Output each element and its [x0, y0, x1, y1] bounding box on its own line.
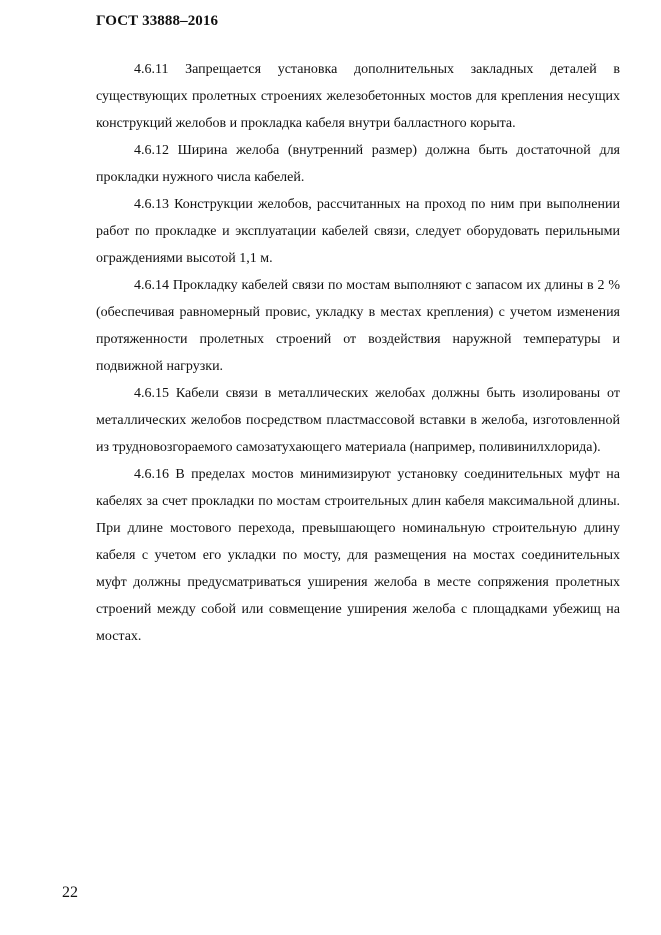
document-body — [96, 56, 620, 650]
paragraph-4-6-11: 4.6.11 Запрещается установка дополнительных закладных деталей в существующих пролетных строениях железобетонных мостов для крепления несущих конструкций желобов и прокладка кабеля внутри балластного корыта. — [96, 62, 620, 131]
paragraph-4-6-16: 4.6.16 В пределах мостов минимизируют установку соединительных муфт на кабелях за счет прокладки по мостам строительных длин кабеля максимальной длины. При длине мостового перехода, превышающего номинальную строительную длину кабеля с учетом его укладки по мосту, для размещения на мостах соединительных муфт должны предусматриваться уширения желоба в месте сопряжения пролетных строений между собой или совмещение уширения желоба с площадками убежищ на мостах. — [96, 467, 620, 644]
paragraph-4-6-12: 4.6.12 Ширина желоба (внутренний размер) должна быть достаточной для прокладки нужного числа кабелей. — [96, 143, 620, 185]
document-header: ГОСТ 33888–2016 — [96, 13, 219, 29]
paragraph-4-6-14: 4.6.14 Прокладку кабелей связи по мостам выполняют с запасом их длины в 2 % (обеспечивая равномерный провис, укладку в местах крепления) с учетом изменения протяженности пролетных строений от воздействия наружной температуры и подвижной нагрузки. — [96, 278, 620, 374]
paragraph-4-6-13: 4.6.13 Конструкции желобов, рассчитанных на проход по ним при выполнении работ по прокладке и эксплуатации кабелей связи, следует оборудовать перильными ограждениями высотой 1,1 м. — [96, 197, 620, 266]
paragraph-4-6-15: 4.6.15 Кабели связи в металлических желобах должны быть изолированы от металлических желобов посредством пластмассовой вставки в желоба, изготовленной из трудновозгораемого самозатухающего материала (например, поливинилхлорида). — [96, 386, 620, 455]
page-number: 22 — [62, 884, 78, 901]
